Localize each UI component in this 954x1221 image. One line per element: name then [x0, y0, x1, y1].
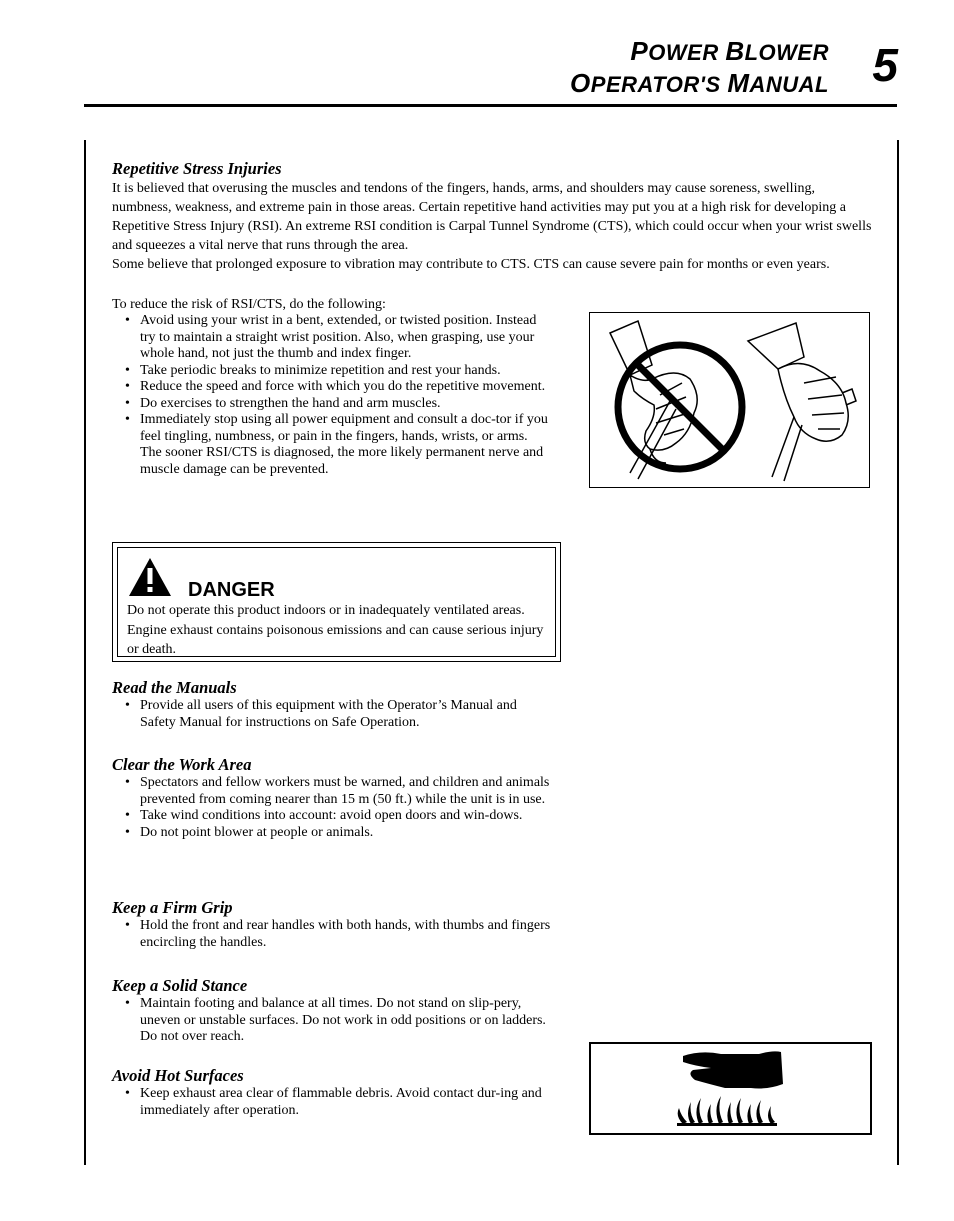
rsi-paragraph-1: It is believed that overusing the muscles and tendons of the fingers, hands, arms, and shoulders may cause soreness, swelling, numbness, weakness, and extreme pain in those areas. Certain repetitive hand activities may put you at a high risk for developing a Repetitive Stress Injury (RSI). An extreme RSI condition is Carpal Tunnel Syndrome (CTS), which could occur when your wrist swells and squeezes a vital nerve that runs through the area.: [112, 181, 872, 253]
list-item: • Take wind conditions into account: avoid open doors and win-dows.: [112, 808, 552, 825]
list-item: • Hold the front and rear handles with both hands, with thumbs and fingers encircling the handles.: [112, 918, 552, 951]
hot-surfaces-list: [112, 1086, 552, 1119]
read-manuals-section: [112, 678, 552, 731]
page-number: 5: [872, 39, 898, 91]
manual-title-line1: POWER BLOWER: [630, 36, 829, 66]
solid-stance-section: [112, 976, 552, 1046]
rsi-intro: To reduce the risk of RSI/CTS, do the following:: [112, 297, 386, 312]
manual-title: [570, 36, 829, 100]
header-rule: [84, 104, 897, 107]
warning-triangle-icon: [127, 556, 173, 598]
firm-grip-section: [112, 898, 552, 951]
hot-surfaces-heading: Avoid Hot Surfaces: [112, 1066, 244, 1085]
hot-surface-pictogram: [589, 1042, 872, 1135]
list-item: • Avoid using your wrist in a bent, extended, or twisted position. Instead try to maintain a straight wrist position. Also, when grasping, use your whole hand, not just the thumb and index finger.: [112, 313, 552, 363]
clear-area-list: [112, 775, 552, 841]
clear-area-heading: Clear the Work Area: [112, 755, 252, 774]
right-margin-rule: [897, 140, 899, 1165]
rsi-list-section: [112, 297, 552, 478]
list-item: • Maintain footing and balance at all times. Do not stand on slip-pery, uneven or unstable surfaces. Do not work in odd positions or on ladders. Do not over reach.: [112, 996, 552, 1046]
read-manuals-heading: Read the Manuals: [112, 678, 237, 697]
danger-title: DANGER: [188, 579, 275, 601]
list-item: • Spectators and fellow workers must be warned, and children and animals prevented from coming nearer than 15 m (50 ft.) while the unit is in use.: [112, 775, 552, 808]
clear-area-section: [112, 755, 552, 841]
danger-box-inner: [117, 547, 556, 657]
wrist-position-illustration: [589, 312, 870, 488]
list-item: • Do exercises to strengthen the hand and arm muscles.: [112, 396, 552, 413]
rsi-list: [112, 313, 552, 478]
hot-surfaces-section: [112, 1066, 552, 1119]
read-manuals-list: [112, 698, 552, 731]
wrist-position-drawing: [590, 313, 869, 487]
rsi-section: [112, 159, 872, 274]
danger-box: [112, 542, 561, 662]
list-item: • Do not point blower at people or animals.: [112, 825, 552, 842]
list-item: • Immediately stop using all power equipment and consult a doc-tor if you feel tingling, numbness, or pain in the fingers, hands, wrists, or arms. The sooner RSI/CTS is diagnosed, the more likely permanent nerve and muscle damage can be prevented.: [112, 412, 552, 478]
manual-title-line2: OPERATOR'S MANUAL: [570, 68, 829, 98]
list-item: • Take periodic breaks to minimize repetition and rest your hands.: [112, 363, 552, 380]
rsi-paragraph-2: Some believe that prolonged exposure to vibration may contribute to CTS. CTS can cause severe pain for months or even years.: [112, 257, 830, 272]
danger-text: Do not operate this product indoors or in inadequately ventilated areas. Engine exhaust contains poisonous emissions and can cause serious injury or death.: [127, 603, 544, 657]
firm-grip-heading: Keep a Firm Grip: [112, 898, 233, 917]
rsi-heading: Repetitive Stress Injuries: [112, 159, 282, 178]
hand-over-flames-icon: [591, 1044, 870, 1133]
firm-grip-list: [112, 918, 552, 951]
solid-stance-list: [112, 996, 552, 1046]
list-item: • Reduce the speed and force with which you do the repetitive movement.: [112, 379, 552, 396]
list-item: • Keep exhaust area clear of flammable debris. Avoid contact dur-ing and immediately after operation.: [112, 1086, 552, 1119]
solid-stance-heading: Keep a Solid Stance: [112, 976, 248, 995]
left-margin-rule: [84, 140, 86, 1165]
list-item: • Provide all users of this equipment with the Operator’s Manual and Safety Manual for instructions on Safe Operation.: [112, 698, 552, 731]
